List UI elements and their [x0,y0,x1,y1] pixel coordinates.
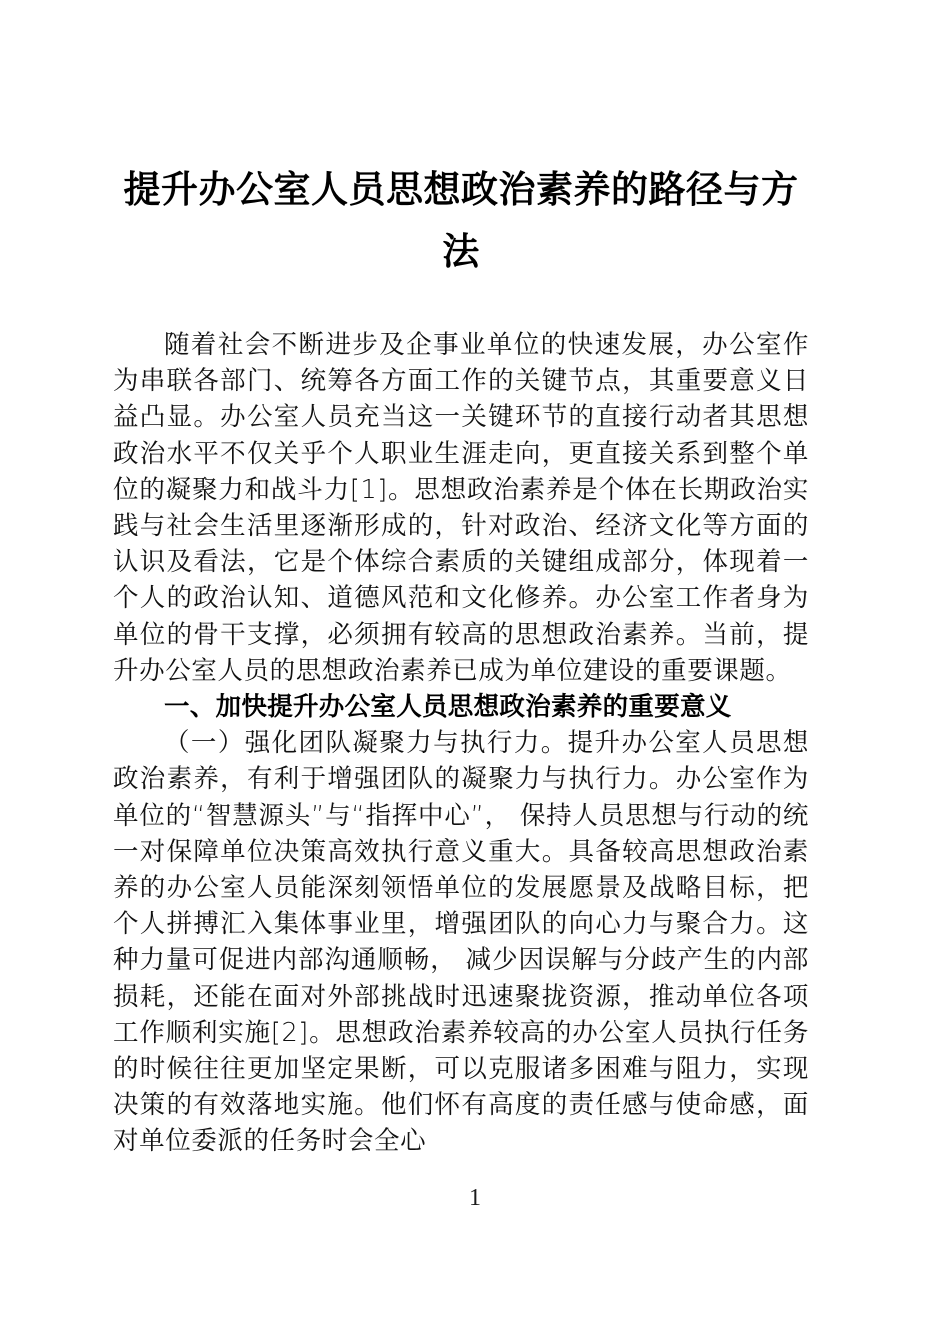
body-paragraph-2: （一）强化团队凝聚力与执行力。提升办公室人员思想政治素养，有利于增强团队的凝聚力与执行力。办公室作为单位的“智慧源头”与“指挥中心”， 保持人员思想与行动的统一对保障单位决策高效执行意义重大。具备较高思想政治素养的办公室人员能深刻领悟单位的发展愿景及战略目标，把个人拼搏汇入集体事业里，增强团队的向心力与聚合力。这种力量可促进内部沟通顺畅， 减少因误解与分歧产生的内部损耗，还能在面对外部挑战时迅速聚拢资源，推动单位各项工作顺利实施[2]。思想政治素养较高的办公室人员执行任务的时候往往更加坚定果断，可以克服诸多困难与阻力，实现决策的有效落地实施。他们怀有高度的责任感与使命感，面对单位委派的任务时会全心 [113,728,809,1157]
body-paragraph-1: 随着社会不断进步及企事业单位的快速发展，办公室作为串联各部门、统筹各方面工作的关键节点，其重要意义日益凸显。办公室人员充当这一关键环节的直接行动者其思想政治水平不仅关乎个人职业生涯走向，更直接关系到整个单位的凝聚力和战斗力[1]。思想政治素养是个体在长期政治实践与社会生活里逐渐形成的，针对政治、经济文化等方面的认识及看法，它是个体综合素质的关键组成部分，体现着一个人的政治认知、道德风范和文化修养。办公室工作者身为单位的骨干支撑，必须拥有较高的思想政治素养。当前，提升办公室人员的思想政治素养已成为单位建设的重要课题。 [113,330,809,686]
document-content-column [113,0,809,1160]
section-heading-1: 一、加快提升办公室人员思想政治素养的重要意义 [164,692,732,723]
page-title: 提升办公室人员思想政治素养的路径与方法 [123,170,799,273]
page-number-footer: 1 [469,1185,481,1211]
